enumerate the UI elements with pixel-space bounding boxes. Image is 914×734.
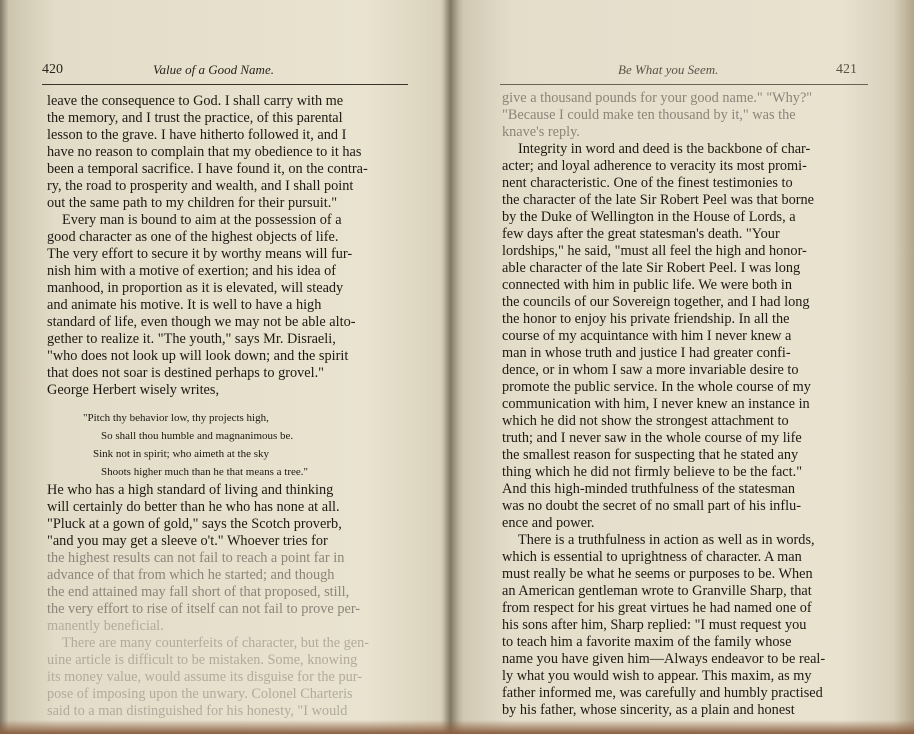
text-line: good character as one of the highest objects of life. [47,229,339,245]
text-line: which is essential to uprightness of character. A man [502,549,802,565]
text-line: "and you may get a sleeve o't." Whoever tries for [47,533,328,549]
poem-line: Shoots higher much than he that means a tree." [101,466,309,478]
poem-line: So shall thou humble and magnanimous be. [101,430,294,442]
text-line: George Herbert wisely writes, [47,382,220,398]
text-line: the councils of our Sovereign together, and I had long [502,294,810,310]
text-line: course of my acquintance with him I never knew a [502,328,792,344]
text-line: ence and power. [502,515,595,531]
right-page [458,0,914,734]
text-line: communication with him, I never knew an instance in [502,396,810,412]
text-line: out the same path to my children for their pursuit." [47,195,338,211]
text-line: lordships," he said, "must all feel the high and honor- [502,243,807,259]
text-line: "who does not look up will look down; and the spirit [47,348,349,364]
text-line: his sons after him, Sharp replied: "I must request you [502,617,807,633]
text-line: leave the consequence to God. I shall carry with me [47,93,344,109]
text-line: the honor to enjoy his private friendship. In all the [502,311,790,327]
book-cover-edge [0,720,914,734]
text-line: There is a truthfulness in action as well as in words, [518,532,815,548]
text-line: gether to realize it. "The youth," says Mr. Disraeli, [47,331,336,347]
text-line: by his father, whose sincerity, as a plain and honest [502,702,795,718]
poem-line: Sink not in spirit; who aimeth at the sky [93,448,269,460]
text-line: must really be what he seems or purposes to be. When [502,566,813,582]
text-line: advance of that from which he started; and though [47,567,335,583]
text-line: man in whose truth and justice I had greater confi- [502,345,791,361]
text-line: "Because I could make ten thousand by it," was the [502,107,796,123]
text-line: ly what you would wish to appear. This maxim, as my [502,668,812,684]
text-line: dence, or in whom I saw a more invariable desire to [502,362,799,378]
text-line: The very effort to secure it by worthy means will fur- [47,246,353,262]
text-line: an American gentleman wrote to Granville Sharp, that [502,583,812,599]
text-line: father informed me, was carefully and humbly practised [502,685,823,701]
text-line: was no doubt the secret of no small part of his influ- [502,498,801,514]
text-line: truth; and I never saw in the whole course of my life [502,430,802,446]
text-line: acter; and loyal adherence to veracity its most promi- [502,158,807,174]
left-header-rule [42,84,408,85]
left-page [0,0,448,734]
text-line: lesson to the grave. I have hitherto followed it, and I [47,127,347,143]
right-running-head: Be What you Seem. [618,62,719,77]
text-line: thing which he did not firmly believe to be the fact." [502,464,803,480]
text-line: the memory, and I trust the practice, of this parental [47,110,343,126]
text-line: the smallest reason for suspecting that he stated any [502,447,799,463]
text-line: said to a man distinguished for his honesty, "I would [47,703,348,719]
text-line: ry, the road to prosperity and wealth, and I shall point [47,178,354,194]
right-edge-shadow [894,0,914,734]
text-line: name you have given him—Always endeavor to be real- [502,651,826,667]
text-line: that does not soar is destined perhaps to grovel." [47,365,325,381]
right-page-number: 421 [836,62,857,77]
left-page-number: 420 [42,62,63,77]
text-line: There are many counterfeits of character, but the gen- [62,635,370,651]
text-line: promote the public service. In the whole course of my [502,379,811,395]
text-line: Integrity in word and deed is the backbone of char- [518,141,811,157]
text-line: by the Duke of Wellington in the House of Lords, a [502,209,796,225]
text-line: the end attained may fall short of that proposed, still, [47,584,350,600]
text-line: He who has a high standard of living and thinking [47,482,334,498]
text-line: will certainly do better than he who has none at all. [47,499,340,515]
text-line: standard of life, even though we may not be able alto- [47,314,356,330]
text-line: to teach him a favorite maxim of the family whose [502,634,792,650]
text-line: connected with him in public life. We were both in [502,277,793,293]
text-line: knave's reply. [502,124,580,140]
text-line: give a thousand pounds for your good name." "Why?" [502,90,813,106]
text-line: And this high-minded truthfulness of the statesman [502,481,796,497]
right-header-rule [500,84,868,85]
poem-line: "Pitch thy behavior low, thy projects high, [83,412,269,424]
text-line: which he did not show the strongest attachment to [502,413,789,429]
text-line: the very effort to rise of itself can not fail to prove per- [47,601,361,617]
text-line: from respect for his great virtues he had named one of [502,600,812,616]
text-line: nish him with a motive of exertion; and his idea of [47,263,337,279]
text-line: pose of imposing upon the unwary. Colonel Charteris [47,686,353,702]
text-line: and animate his motive. It is well to have a high [47,297,322,313]
text-line: nent characteristic. One of the finest testimonies to [502,175,793,191]
text-line: able character of the late Sir Robert Peel. I was long [502,260,801,276]
text-line: its money value, would assume its disguise for the pur- [47,669,362,685]
text-line: been a temporal sacrifice. I have found it, on the contra- [47,161,368,177]
text-line: uine article is difficult to be mistaken. Some, knowing [47,652,358,668]
text-line: "Pluck at a gown of gold," says the Scotch proverb, [47,516,342,532]
text-line: Every man is bound to aim at the possession of a [62,212,342,228]
left-running-head: Value of a Good Name. [153,62,274,77]
text-line: manently beneficial. [47,618,164,634]
text-line: have no reason to complain that my obedience to it has [47,144,362,160]
text-line: few days after the great statesman's death. "Your [502,226,780,242]
text-line: the character of the late Sir Robert Peel was that borne [502,192,815,208]
text-line: manhood, in proportion as it is elevated, will steady [47,280,344,296]
text-line: the highest results can not fail to reach a point far in [47,550,345,566]
